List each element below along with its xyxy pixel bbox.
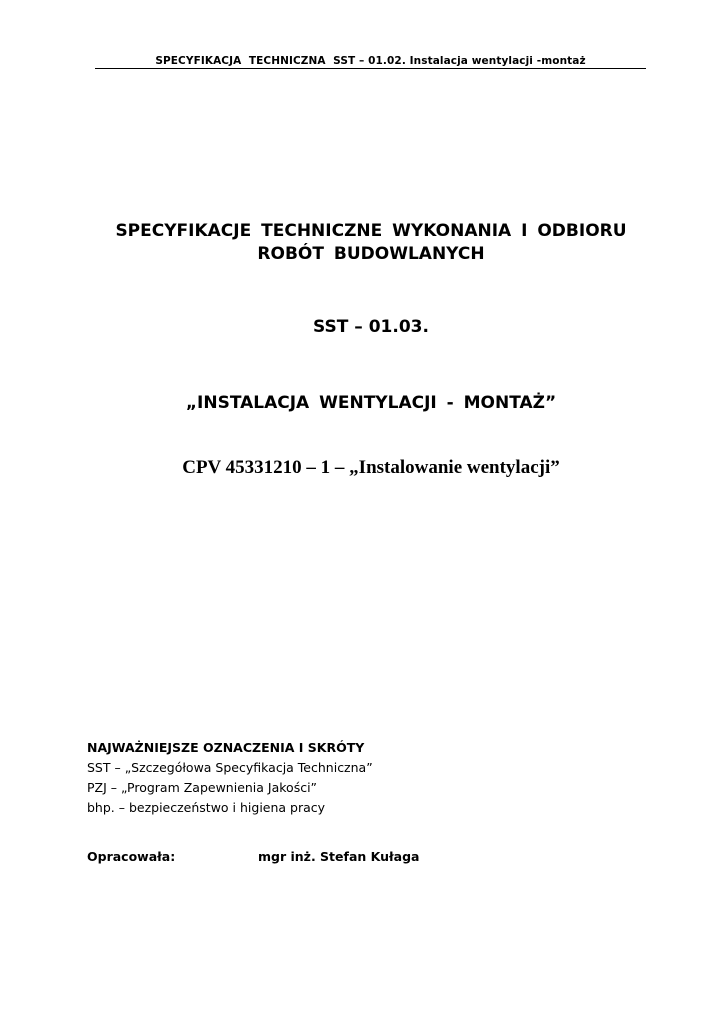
cpv-code: CPV 45331210 – 1 – „Instalowanie wentylacji” [182, 457, 560, 478]
abbreviation-item: PZJ – „Program Zapewnienia Jakości” [87, 780, 318, 795]
running-header: SPECYFIKACJA TECHNICZNA SST – 01.02. Instalacja wentylacji -montaż [155, 55, 586, 67]
header-rule [95, 68, 646, 69]
document-title-line-2: ROBÓT BUDOWLANYCH [257, 244, 485, 264]
author-section [87, 847, 647, 867]
abbreviation-item: bhp. – bezpieczeństwo i higiena pracy [87, 800, 326, 815]
abbreviation-item: SST – „Szczegółowa Specyfikacja Techniczna” [87, 760, 373, 775]
abbreviations-section [87, 738, 647, 818]
document-title-line-1: SPECYFIKACJE TECHNICZNE WYKONANIA I ODBIORU [115, 221, 627, 241]
specification-subject: „INSTALACJA WENTYLACJI - MONTAŻ” [185, 393, 557, 413]
abbreviations-heading: NAJWAŻNIEJSZE OZNACZENIA I SKRÓTY [87, 740, 365, 755]
document-title [80, 220, 662, 266]
author-name: mgr inż. Stefan Kułaga [258, 849, 420, 864]
specification-code: SST – 01.03. [313, 317, 429, 337]
author-label: Opracowała: [87, 849, 176, 864]
